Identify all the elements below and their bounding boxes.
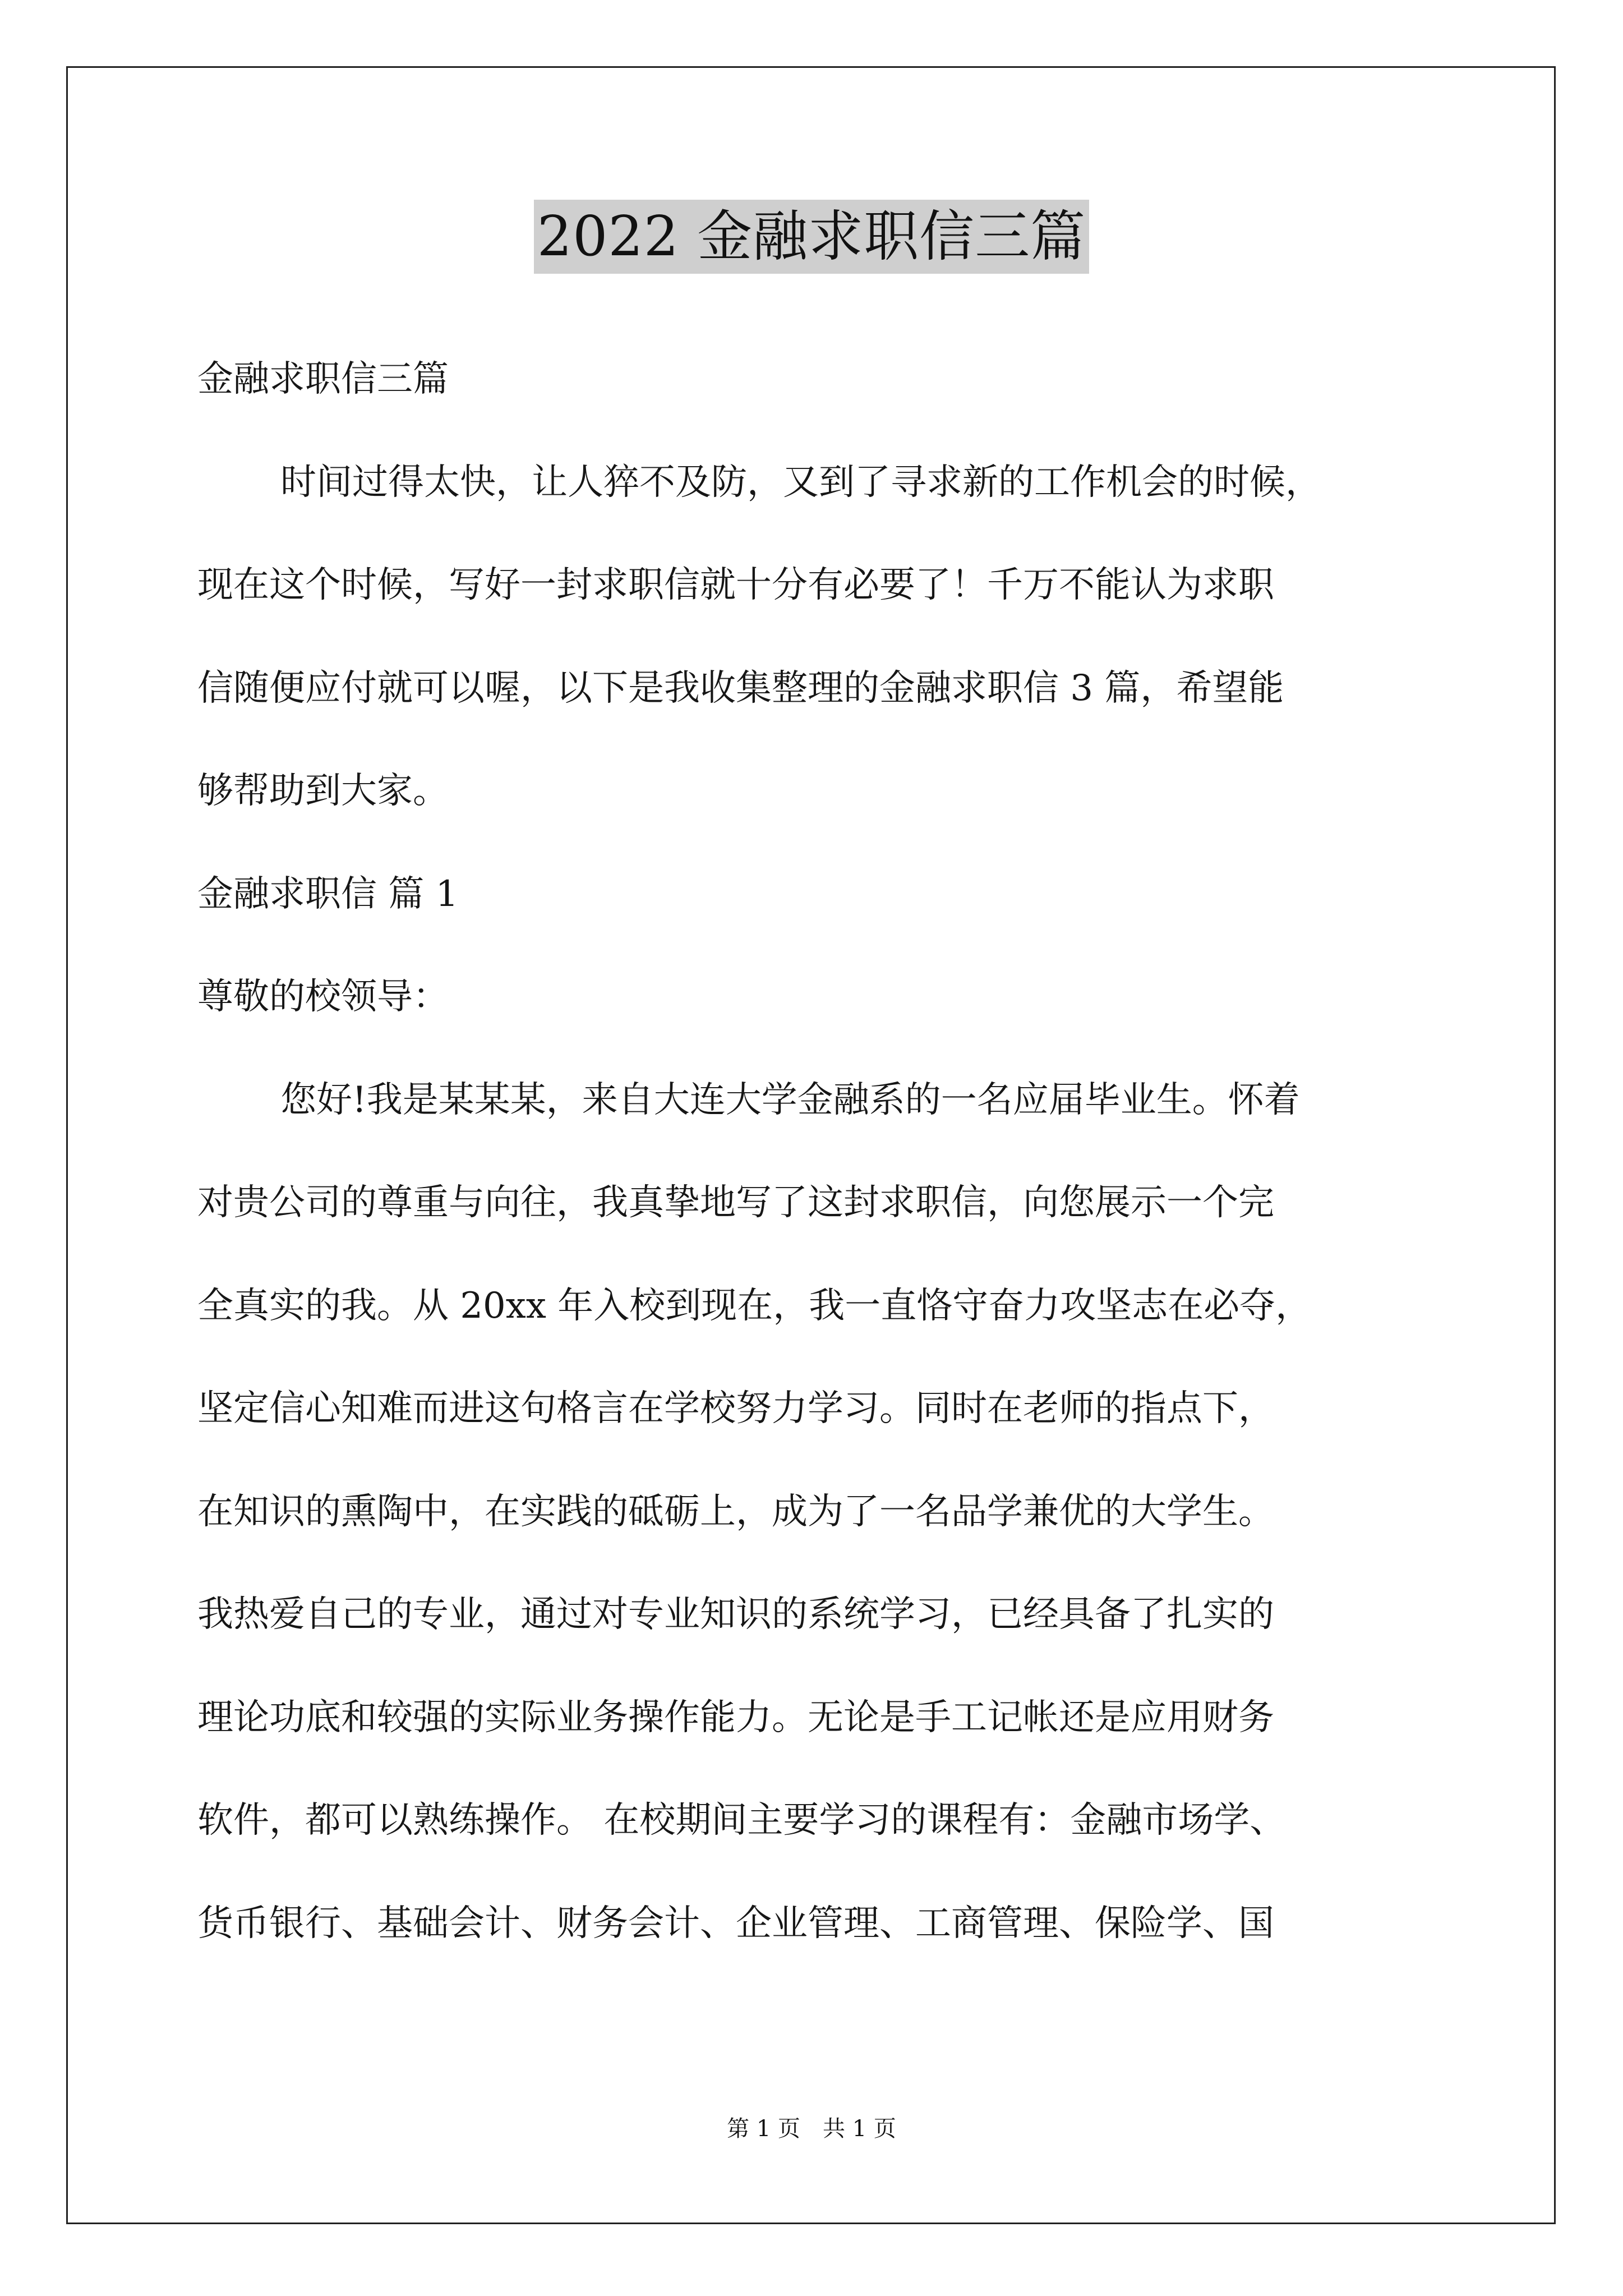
paragraph-line: 时间过得太快，让人猝不及防，又到了寻求新的工作机会的时候， xyxy=(280,462,1321,503)
paragraph-line: 全真实的我。从 20xx 年入校到现在，我一直恪守奋力攻坚志在必夺， xyxy=(197,1285,1312,1327)
paragraph-line: 我热爱自己的专业，通过对专业知识的系统学习，已经具备了扎实的 xyxy=(197,1594,1274,1635)
paragraph-line: 在知识的熏陶中，在实践的砥砺上，成为了一名品学兼优的大学生。 xyxy=(197,1491,1274,1533)
paragraph-line: 坚定信心知难而进这句格言在学校努力学习。同时在老师的指点下， xyxy=(197,1388,1274,1429)
document-title: 2022 金融求职信三篇 xyxy=(534,200,1090,274)
title-container xyxy=(0,200,1623,274)
paragraph-line: 软件，都可以熟练操作。 在校期间主要学习的课程有：金融市场学、 xyxy=(197,1800,1286,1841)
page-footer: 第 1 页 共 1 页 xyxy=(727,2116,896,2142)
subtitle-line: 金融求职信三篇 xyxy=(197,358,449,400)
paragraph-line: 现在这个时候，写好一封求职信就十分有必要了！千万不能认为求职 xyxy=(197,564,1274,606)
section-heading: 金融求职信 篇 1 xyxy=(197,873,459,915)
salutation-line: 尊敬的校领导： xyxy=(197,976,449,1018)
paragraph-line: 您好!我是某某某，来自大连大学金融系的一名应届毕业生。怀着 xyxy=(280,1079,1300,1121)
paragraph-line: 对贵公司的尊重与向往，我真挚地写了这封求职信，向您展示一个完 xyxy=(197,1182,1274,1223)
paragraph-line: 信随便应付就可以喔，以下是我收集整理的金融求职信 3 篇，希望能 xyxy=(197,668,1284,709)
paragraph-line: 够帮助到大家。 xyxy=(197,770,449,812)
paragraph-line: 理论功底和较强的实际业务操作能力。无论是手工记帐还是应用财务 xyxy=(197,1697,1274,1738)
paragraph-line: 货币银行、基础会计、财务会计、企业管理、工商管理、保险学、国 xyxy=(197,1903,1274,1944)
